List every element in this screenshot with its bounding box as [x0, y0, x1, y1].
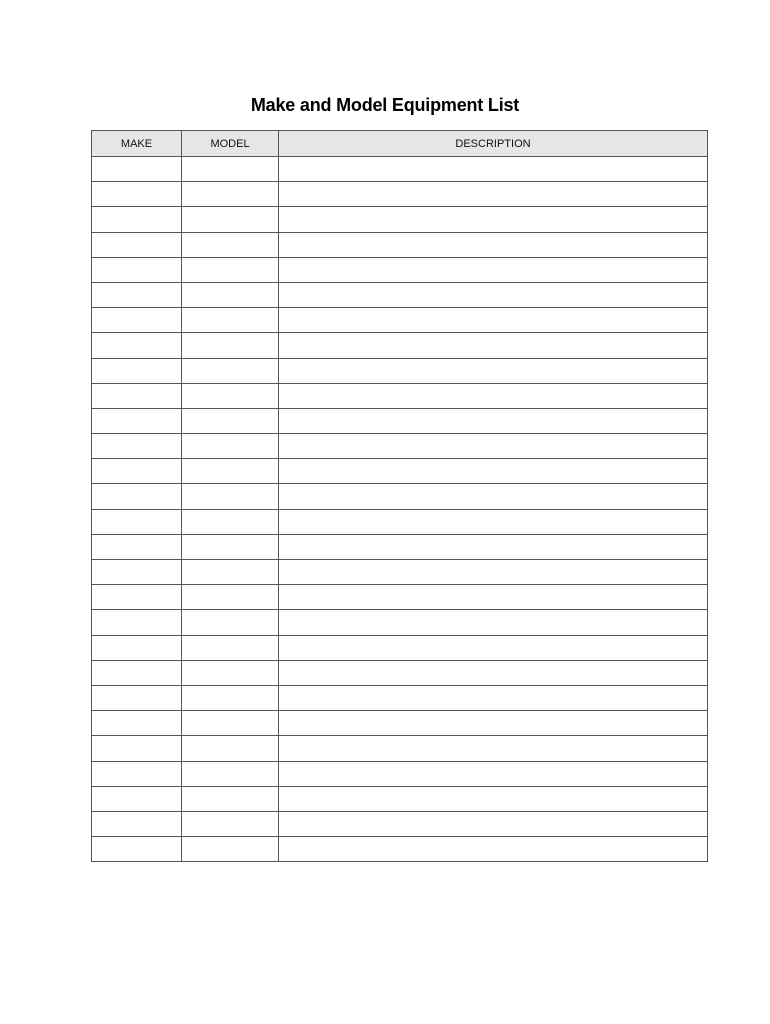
cell-make[interactable] [92, 459, 182, 484]
table-row [92, 484, 708, 509]
table-row [92, 459, 708, 484]
table-row [92, 282, 708, 307]
table-row [92, 383, 708, 408]
cell-description[interactable] [279, 308, 708, 333]
table-header-row [92, 131, 708, 157]
cell-make[interactable] [92, 610, 182, 635]
cell-model[interactable] [182, 585, 279, 610]
cell-description[interactable] [279, 358, 708, 383]
table-row [92, 635, 708, 660]
cell-make[interactable] [92, 308, 182, 333]
table-row [92, 711, 708, 736]
cell-description[interactable] [279, 484, 708, 509]
cell-description[interactable] [279, 711, 708, 736]
cell-model[interactable] [182, 232, 279, 257]
cell-model[interactable] [182, 711, 279, 736]
table-row [92, 434, 708, 459]
cell-model[interactable] [182, 157, 279, 182]
cell-description[interactable] [279, 333, 708, 358]
cell-make[interactable] [92, 207, 182, 232]
cell-model[interactable] [182, 358, 279, 383]
column-header-description: DESCRIPTION [279, 131, 708, 157]
cell-model[interactable] [182, 282, 279, 307]
cell-description[interactable] [279, 635, 708, 660]
cell-make[interactable] [92, 232, 182, 257]
cell-model[interactable] [182, 837, 279, 862]
cell-model[interactable] [182, 736, 279, 761]
cell-description[interactable] [279, 509, 708, 534]
cell-model[interactable] [182, 408, 279, 433]
cell-make[interactable] [92, 660, 182, 685]
cell-description[interactable] [279, 282, 708, 307]
cell-make[interactable] [92, 761, 182, 786]
cell-make[interactable] [92, 635, 182, 660]
table-row [92, 560, 708, 585]
cell-model[interactable] [182, 308, 279, 333]
cell-model[interactable] [182, 685, 279, 710]
table-row [92, 585, 708, 610]
table-row [92, 761, 708, 786]
cell-model[interactable] [182, 534, 279, 559]
cell-make[interactable] [92, 257, 182, 282]
cell-make[interactable] [92, 685, 182, 710]
table-row [92, 736, 708, 761]
cell-make[interactable] [92, 333, 182, 358]
cell-make[interactable] [92, 711, 182, 736]
table-row [92, 333, 708, 358]
table-row [92, 358, 708, 383]
cell-description[interactable] [279, 182, 708, 207]
cell-make[interactable] [92, 585, 182, 610]
cell-make[interactable] [92, 408, 182, 433]
cell-description[interactable] [279, 534, 708, 559]
cell-model[interactable] [182, 383, 279, 408]
table-row [92, 408, 708, 433]
table-row [92, 182, 708, 207]
page-title: Make and Model Equipment List [250, 95, 520, 115]
cell-model[interactable] [182, 560, 279, 585]
cell-make[interactable] [92, 484, 182, 509]
cell-model[interactable] [182, 484, 279, 509]
cell-description[interactable] [279, 434, 708, 459]
cell-make[interactable] [92, 811, 182, 836]
cell-description[interactable] [279, 157, 708, 182]
cell-make[interactable] [92, 358, 182, 383]
cell-model[interactable] [182, 610, 279, 635]
cell-model[interactable] [182, 207, 279, 232]
cell-model[interactable] [182, 660, 279, 685]
table-row [92, 509, 708, 534]
table-row [92, 660, 708, 685]
column-header-make: MAKE [92, 131, 182, 157]
cell-make[interactable] [92, 534, 182, 559]
cell-model[interactable] [182, 786, 279, 811]
table-row [92, 786, 708, 811]
cell-description[interactable] [279, 408, 708, 433]
equipment-table [91, 130, 708, 862]
table-row [92, 534, 708, 559]
cell-description[interactable] [279, 257, 708, 282]
cell-make[interactable] [92, 383, 182, 408]
cell-description[interactable] [279, 736, 708, 761]
cell-make[interactable] [92, 182, 182, 207]
cell-model[interactable] [182, 509, 279, 534]
table-row [92, 610, 708, 635]
cell-description[interactable] [279, 207, 708, 232]
cell-model[interactable] [182, 635, 279, 660]
cell-description[interactable] [279, 585, 708, 610]
cell-model[interactable] [182, 257, 279, 282]
cell-description[interactable] [279, 383, 708, 408]
cell-model[interactable] [182, 811, 279, 836]
cell-make[interactable] [92, 282, 182, 307]
cell-make[interactable] [92, 786, 182, 811]
table-row [92, 232, 708, 257]
cell-model[interactable] [182, 182, 279, 207]
cell-description[interactable] [279, 232, 708, 257]
cell-description[interactable] [279, 459, 708, 484]
cell-make[interactable] [92, 157, 182, 182]
cell-description[interactable] [279, 837, 708, 862]
cell-make[interactable] [92, 509, 182, 534]
table-row [92, 157, 708, 182]
table-row [92, 685, 708, 710]
cell-make[interactable] [92, 560, 182, 585]
cell-model[interactable] [182, 333, 279, 358]
table-row [92, 811, 708, 836]
cell-description[interactable] [279, 811, 708, 836]
table-row [92, 207, 708, 232]
cell-description[interactable] [279, 610, 708, 635]
cell-make[interactable] [92, 736, 182, 761]
table-row [92, 308, 708, 333]
cell-model[interactable] [182, 459, 279, 484]
cell-description[interactable] [279, 761, 708, 786]
cell-description[interactable] [279, 560, 708, 585]
cell-description[interactable] [279, 786, 708, 811]
cell-model[interactable] [182, 434, 279, 459]
column-header-model: MODEL [182, 131, 279, 157]
cell-make[interactable] [92, 837, 182, 862]
cell-description[interactable] [279, 685, 708, 710]
table-body [92, 157, 708, 862]
cell-model[interactable] [182, 761, 279, 786]
table-row [92, 837, 708, 862]
cell-make[interactable] [92, 434, 182, 459]
table-row [92, 257, 708, 282]
cell-description[interactable] [279, 660, 708, 685]
